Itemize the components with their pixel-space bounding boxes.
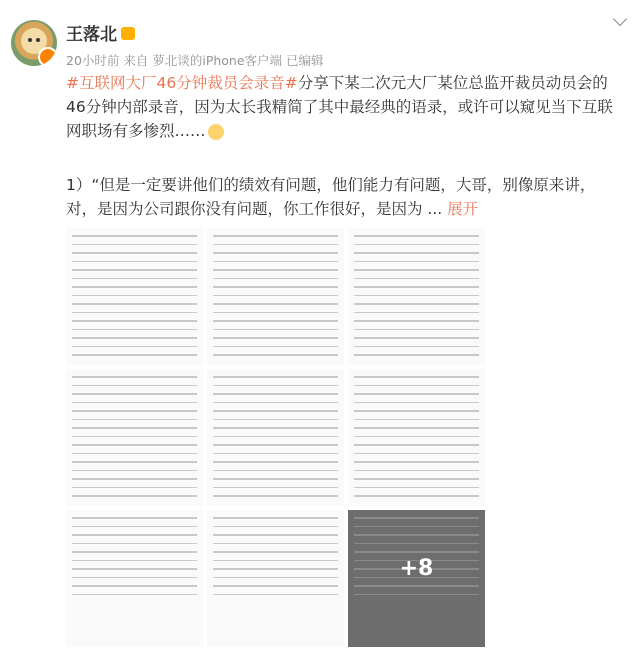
gallery-image[interactable] (66, 510, 203, 647)
gallery-image[interactable] (348, 228, 485, 365)
chevron-down-icon[interactable] (613, 12, 627, 26)
avatar[interactable] (11, 20, 57, 66)
avatar-eye (36, 38, 40, 42)
gallery-image[interactable] (207, 369, 344, 506)
gallery-image[interactable] (348, 369, 485, 506)
quote-body: 1）“但是一定要讲他们的绩效有问题，他们能力有问题，大哥，别像原来讲，对，是因为公司跟你没有问题，你工作很好，是因为 ... (66, 176, 596, 218)
post-meta: 20小时前 来自 萝北谈的iPhone客户端 已编辑 (66, 53, 324, 68)
post-text (66, 71, 622, 143)
gallery-image[interactable] (207, 510, 344, 647)
post-body: 分享下某二次元大厂某位总监开裁员动员会的46分钟内部录音，因为太长我精简了其中最经典的语录，或许可以窥见当下互联网职场有多惨烈…… (66, 74, 613, 140)
expand-link[interactable]: 展开 (447, 200, 479, 218)
gallery-image[interactable] (207, 228, 344, 365)
gallery-image[interactable] (66, 228, 203, 365)
more-images-count: +8 (399, 556, 434, 581)
author-name[interactable]: 王落北 (66, 25, 117, 45)
member-crown-icon (121, 27, 135, 40)
verified-badge-icon (38, 47, 57, 66)
hashtag-link[interactable]: #互联网大厂46分钟裁员会录音# (66, 74, 298, 92)
emoji-icon (208, 124, 224, 140)
avatar-eye (28, 38, 32, 42)
quote-text (66, 173, 622, 221)
gallery-more-image[interactable] (348, 510, 485, 647)
gallery-image[interactable] (66, 369, 203, 506)
author-name-row[interactable] (66, 20, 135, 45)
